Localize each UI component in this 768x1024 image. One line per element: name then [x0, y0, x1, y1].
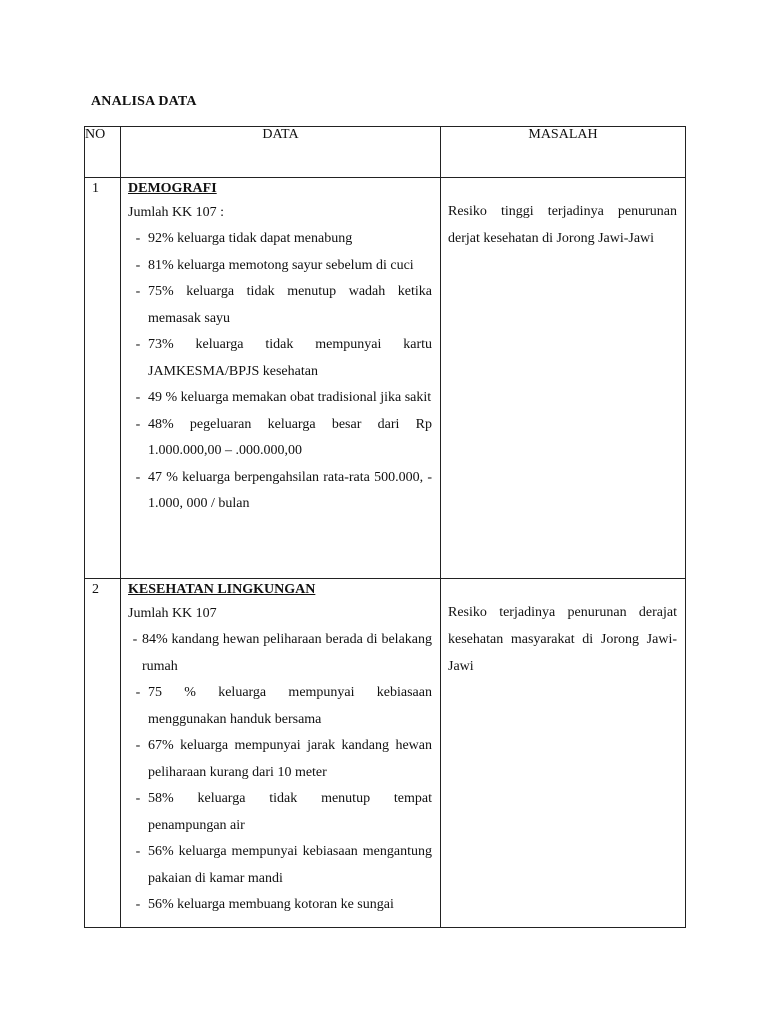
- table-row: [85, 178, 686, 579]
- masalah-cell: [441, 579, 686, 928]
- masalah-cell: [441, 178, 686, 579]
- list-item: - 92% keluarga tidak dapat menabung: [135, 231, 353, 246]
- header-masalah: MASALAH: [441, 127, 686, 178]
- list-item: - 48% pegeluaran keluarga besar dari Rp 1.000.000,00 – .000.000,00: [135, 416, 432, 458]
- row-number: 1: [85, 178, 121, 579]
- table-header-row: [85, 127, 686, 178]
- list-item: - 84% kandang hewan peliharaan berada di belakang rumah: [132, 632, 432, 674]
- data-cell: [121, 579, 441, 928]
- list-item: - 75 % keluarga mempunyai kebiasaan menggunakan handuk bersama: [135, 685, 432, 727]
- analysis-table: [84, 126, 686, 928]
- list-item: - 56% keluarga membuang kotoran ke sungai: [135, 897, 394, 912]
- kk-count: Jumlah KK 107: [128, 606, 217, 621]
- list-item: - 67% keluarga mempunyai jarak kandang hewan peliharaan kurang dari 10 meter: [135, 738, 432, 780]
- document-title: ANALISA DATA: [91, 94, 197, 109]
- data-list: [128, 226, 432, 518]
- header-no: NO: [85, 127, 121, 178]
- row-number: 2: [85, 579, 121, 928]
- list-item: - 73% keluarga tidak mempunyai kartu JAMKESMA/BPJS kesehatan: [135, 337, 432, 379]
- list-item: - 75% keluarga tidak menutup wadah ketika memasak sayu: [135, 284, 432, 326]
- list-item: - 47 % keluarga berpengahsilan rata-rata 500.000, - 1.000, 000 / bulan: [135, 469, 432, 511]
- list-item: - 81% keluarga memotong sayur sebelum di cuci: [135, 257, 414, 273]
- list-item: - 49 % keluarga memakan obat tradisional jika sakit: [135, 390, 432, 405]
- data-list: [128, 627, 432, 919]
- section-heading: DEMOGRAFI: [128, 181, 217, 196]
- kk-count: Jumlah KK 107 :: [128, 205, 225, 220]
- section-heading: KESEHATAN LINGKUNGAN: [128, 582, 316, 597]
- data-cell: [121, 178, 441, 579]
- masalah-text: Resiko tinggi terjadinya penurunan derjat kesehatan di Jorong Jawi-Jawi: [448, 204, 677, 246]
- list-item: - 58% keluarga tidak menutup tempat penampungan air: [135, 791, 432, 833]
- header-data: DATA: [121, 127, 441, 178]
- masalah-text: Resiko terjadinya penurunan derajat kesehatan masyarakat di Jorong Jawi-Jawi: [448, 605, 677, 674]
- list-item: - 56% keluarga mempunyai kebiasaan mengantung pakaian di kamar mandi: [135, 844, 432, 886]
- table-row: [85, 579, 686, 928]
